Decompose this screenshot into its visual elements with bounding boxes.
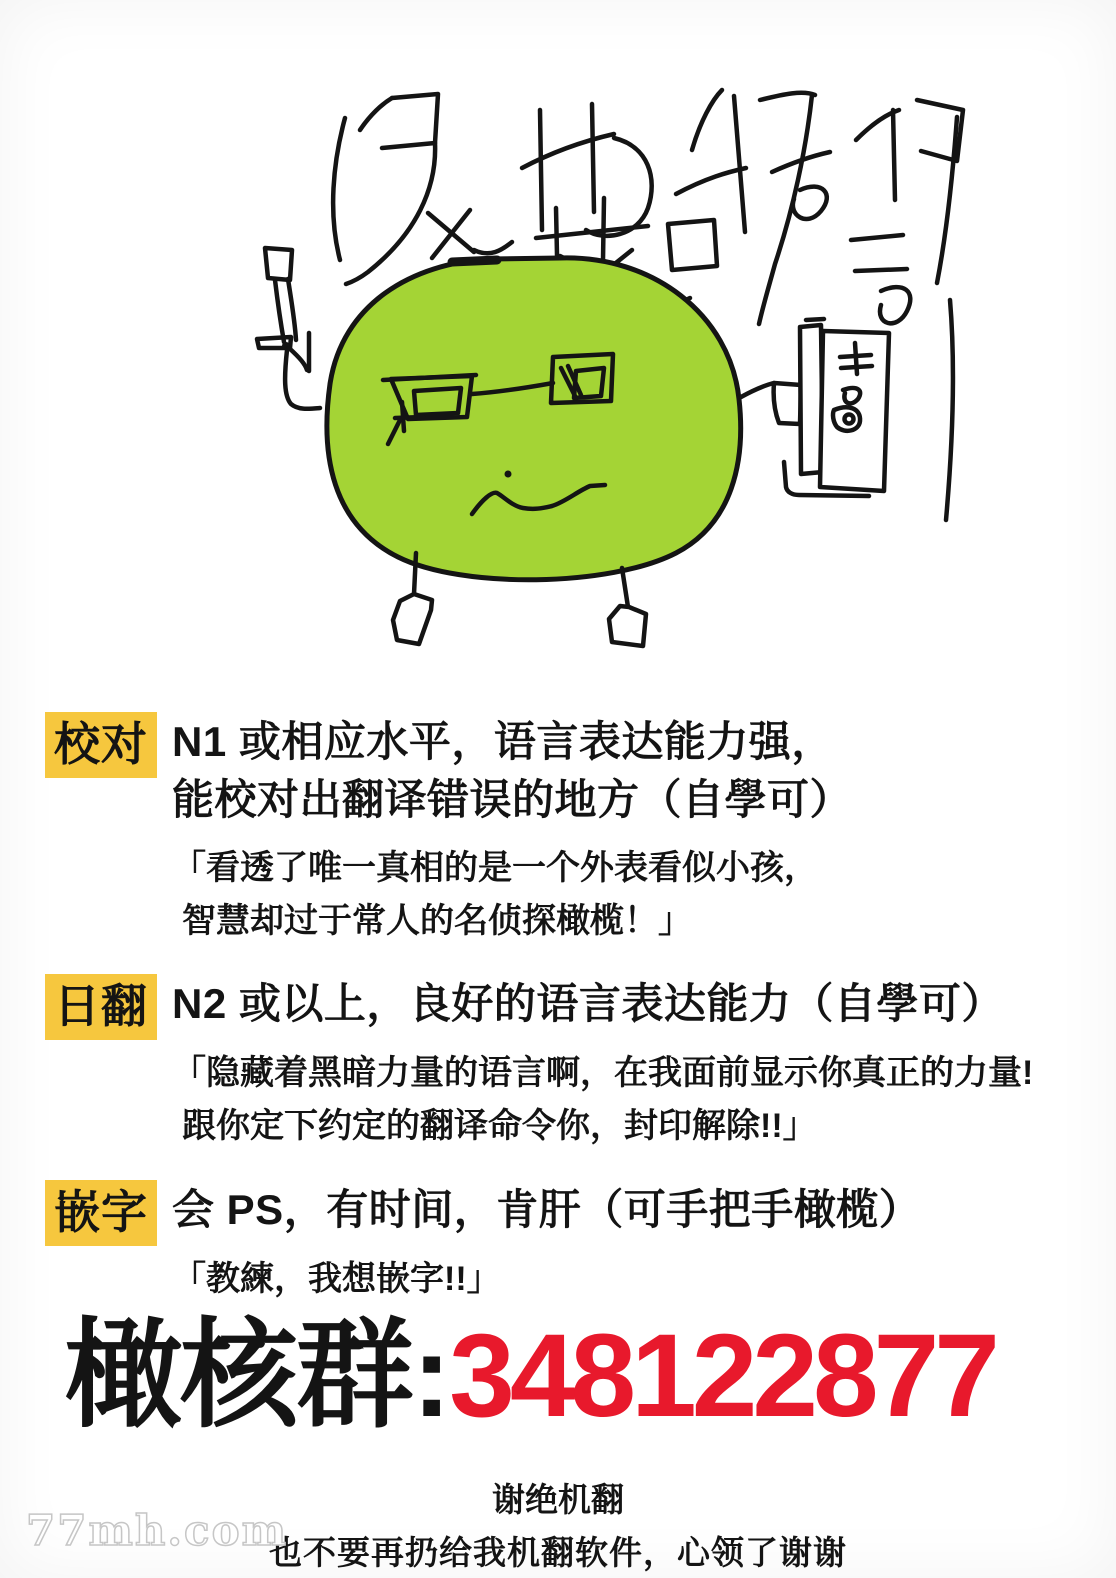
- section-typesetter: [45, 1180, 921, 1306]
- typesetter-quote-line: 「教練，我想嵌字!!」: [172, 1259, 501, 1298]
- nose-dot: [505, 471, 512, 478]
- right-arm: [741, 383, 774, 397]
- right-leg: [622, 568, 628, 607]
- hair-notch: [452, 260, 497, 262]
- right-foot: [609, 606, 646, 646]
- translator-quote-line-2: 跟你定下约定的翻译命令你，封印解除!!」: [182, 1106, 817, 1145]
- typesetter-label-highlight: 嵌字: [45, 1180, 157, 1246]
- section-proofreader: [45, 712, 852, 949]
- left-leg: [414, 553, 416, 594]
- qq-group-label: 橄核群:: [64, 1310, 450, 1442]
- translator-quote-line-1: 「隐藏着黑暗力量的语言啊，在我面前显示你真正的力量!: [172, 1053, 1034, 1092]
- qq-group-number: 348122877: [449, 1310, 995, 1442]
- no-machine-translation-note: 谢绝机翻: [492, 1481, 624, 1518]
- proofreader-requirement-line-1: N1 或相应水平，语言表达能力强，: [172, 718, 834, 765]
- olive-character-drawing: [0, 0, 1116, 710]
- proofreader-quote-line-1: 「看透了唯一真相的是一个外表看似小孩，: [172, 849, 818, 888]
- translator-text: [172, 974, 1033, 1153]
- hand: [774, 383, 801, 424]
- qq-group-line: [64, 1312, 995, 1442]
- translator-label-highlight: 日翻: [45, 974, 157, 1040]
- sign-doodle: [741, 319, 889, 496]
- microphone-doodle: [257, 248, 320, 409]
- translator-requirement-line: N2 或以上，良好的语言表达能力（自學可）: [172, 980, 1004, 1027]
- section-translator: [45, 974, 1033, 1153]
- proofreader-text: [172, 712, 852, 949]
- proofreader-quote-line-2: 智慧却过于常人的名侦探橄榄！」: [182, 902, 692, 941]
- typesetter-text: [172, 1180, 921, 1306]
- olive-mascot: [327, 258, 741, 646]
- left-foot: [393, 594, 432, 644]
- typesetter-requirement-line: 会 PS，有时间，肯肝（可手把手橄榄）: [172, 1186, 922, 1233]
- proofreader-requirement-line-2: 能校对出翻译错误的地方（自學可）: [172, 775, 853, 823]
- site-watermark: 77mh.com: [26, 1506, 289, 1555]
- proofreader-label-highlight: 校对: [45, 712, 157, 778]
- no-mtl-software-note: 也不要再扔给我机翻软件，心领了谢谢: [269, 1534, 847, 1571]
